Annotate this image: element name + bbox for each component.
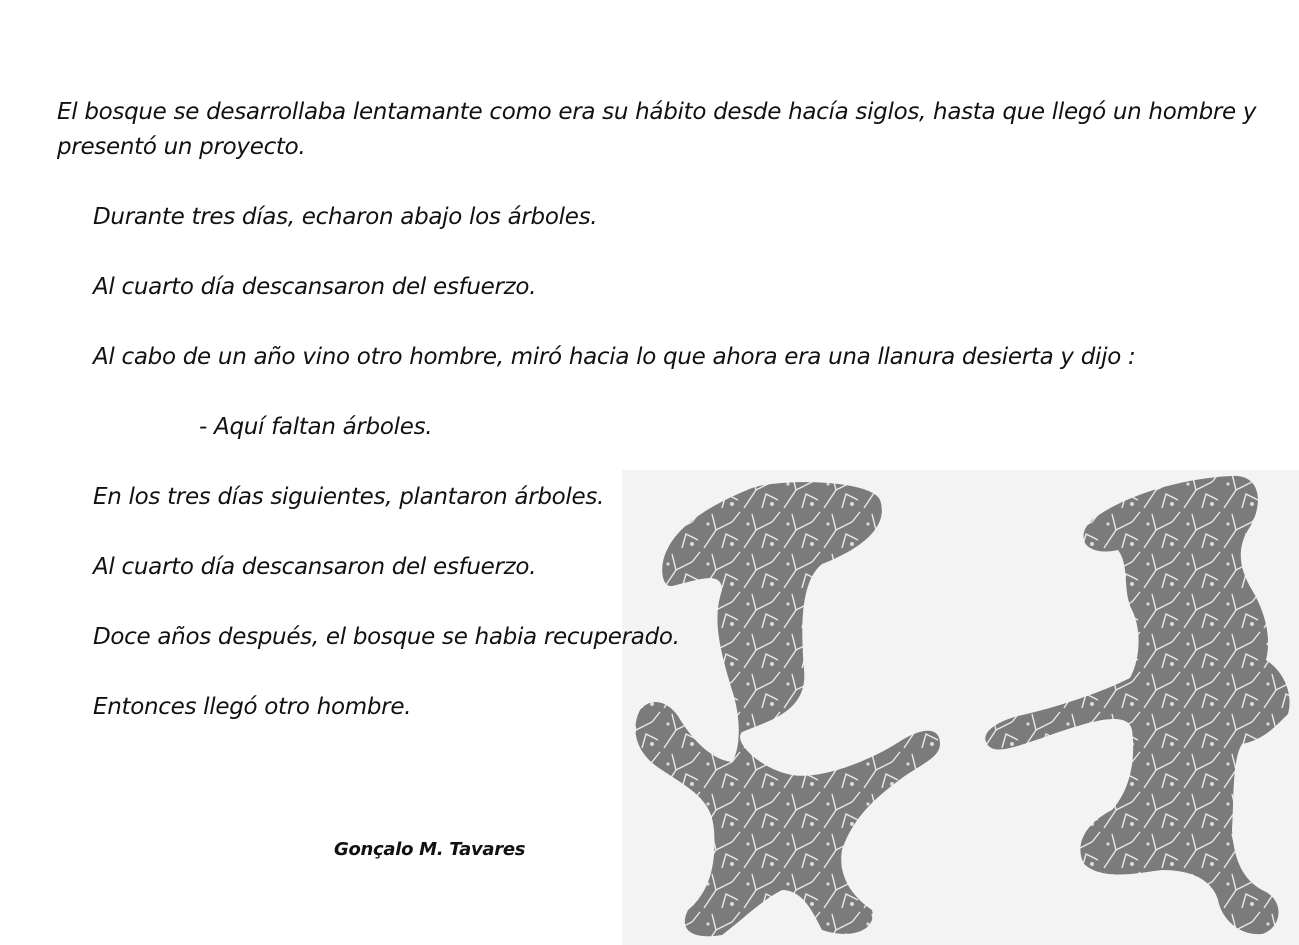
- story-paragraph: Al cabo de un año vino otro hombre, miró hacia lo que ahora era una llanura desierta y dijo :: [93, 344, 1136, 370]
- story-paragraph: En los tres días siguientes, plantaron árboles.: [93, 484, 605, 510]
- story-paragraph: Al cuarto día descansaron del esfuerzo.: [93, 554, 537, 580]
- story-paragraph: Durante tres días, echaron abajo los árboles.: [93, 204, 598, 230]
- story-paragraph: Entonces llegó otro hombre.: [93, 694, 412, 720]
- intro-paragraph: El bosque se desarrollaba lentamante como era su hábito desde hacía siglos, hasta que llegó un hombre y presentó un proyecto.: [57, 99, 1257, 160]
- story-paragraph: Doce años después, el bosque se habia recuperado.: [93, 624, 680, 650]
- dialogue-line: - Aquí faltan árboles.: [199, 414, 433, 440]
- author-name: Gonçalo M. Tavares: [334, 839, 526, 860]
- story-paragraph: Al cuarto día descansaron del esfuerzo.: [93, 274, 537, 300]
